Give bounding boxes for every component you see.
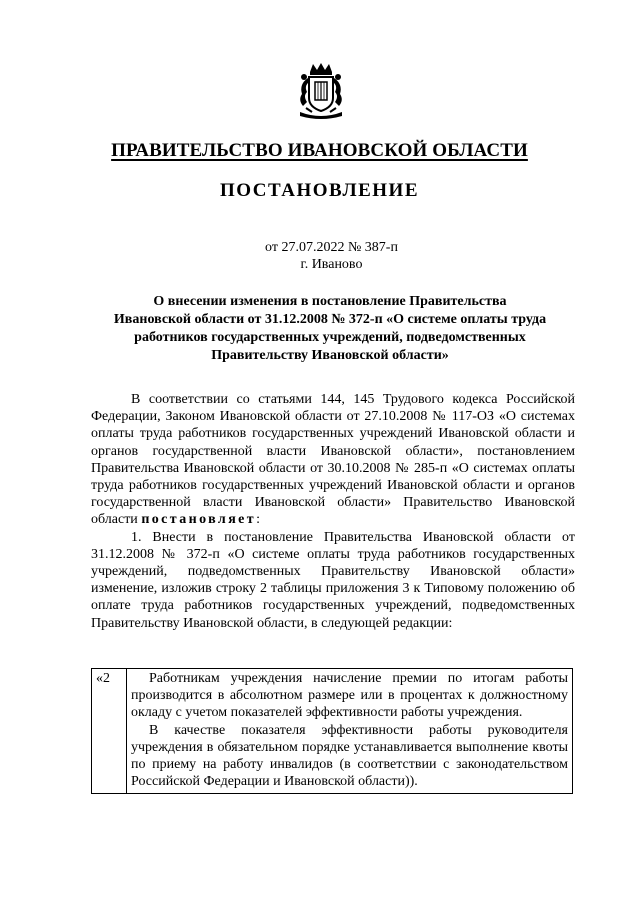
row-text-cell <box>127 669 573 794</box>
table-row <box>92 669 573 794</box>
government-name-heading: ПРАВИТЕЛЬСТВО ИВАНОВСКОЙ ОБЛАСТИ <box>111 140 528 161</box>
item-1-paragraph: 1. Внести в постановление Правительства Ивановской области от 31.12.2008 № 372-п «О системе оплаты труда работников государственных учреждений, подведомственных Правительству Ивановской области» изменение, изложив строку 2 таблицы приложения 3 к Типовому положению об оплате труда работников государственных учреждений, подведомственных Правительству Ивановской области, в следующей редакции: <box>91 529 575 631</box>
title-line: Правительству Ивановской области» <box>211 348 449 363</box>
document-type-heading: ПОСТАНОВЛЕНИЕ <box>219 180 420 201</box>
document-title <box>90 293 570 365</box>
coat-of-arms-emblem <box>296 62 346 120</box>
document-date-number: от 27.07.2022 № 387-п <box>265 240 398 255</box>
preamble-text: В соответствии со статьями 144, 145 Трудового кодекса Российской Федерации, Законом Ивановской области от 27.10.2008 № 117-ОЗ «О системах оплаты труда работников государственных учреждений Ивановской области и органов государственной власти Ивановской области», постановлением Правительства Ивановской области от 30.10.2008 № 285-п «О системах оплаты труда работников государственных учреждений Ивановской области и органов государственной власти Ивановской области» Правительство Ивановской области <box>91 392 575 528</box>
table-paragraph: Работникам учреждения начисление премии по итогам работы производится в абсолютном размере или в процентах к должностному окладу с учетом показателей эффективности работы учреждения. <box>131 671 568 721</box>
table-paragraph: В качестве показателя эффективности работы руководителя учреждения в обязательном порядке устанавливается выполнение квоты по приему на работу инвалидов (в соответствии с законодательством Российской Федерации и Ивановской области)). <box>131 722 568 790</box>
title-line: О внесении изменения в постановление Правительства <box>153 294 507 309</box>
document-body <box>91 391 575 632</box>
decree-word: постановляет <box>141 512 257 528</box>
preamble-paragraph <box>91 391 575 529</box>
decree-colon: : <box>256 512 260 528</box>
document-city: г. Иваново <box>300 257 363 272</box>
title-line: Ивановской области от 31.12.2008 № 372-п «О системе оплаты труда <box>113 312 547 327</box>
amendment-table <box>91 668 573 794</box>
title-line: работников государственных учреждений, подведомственных <box>134 330 526 345</box>
row-number-cell: «2 <box>92 669 127 794</box>
